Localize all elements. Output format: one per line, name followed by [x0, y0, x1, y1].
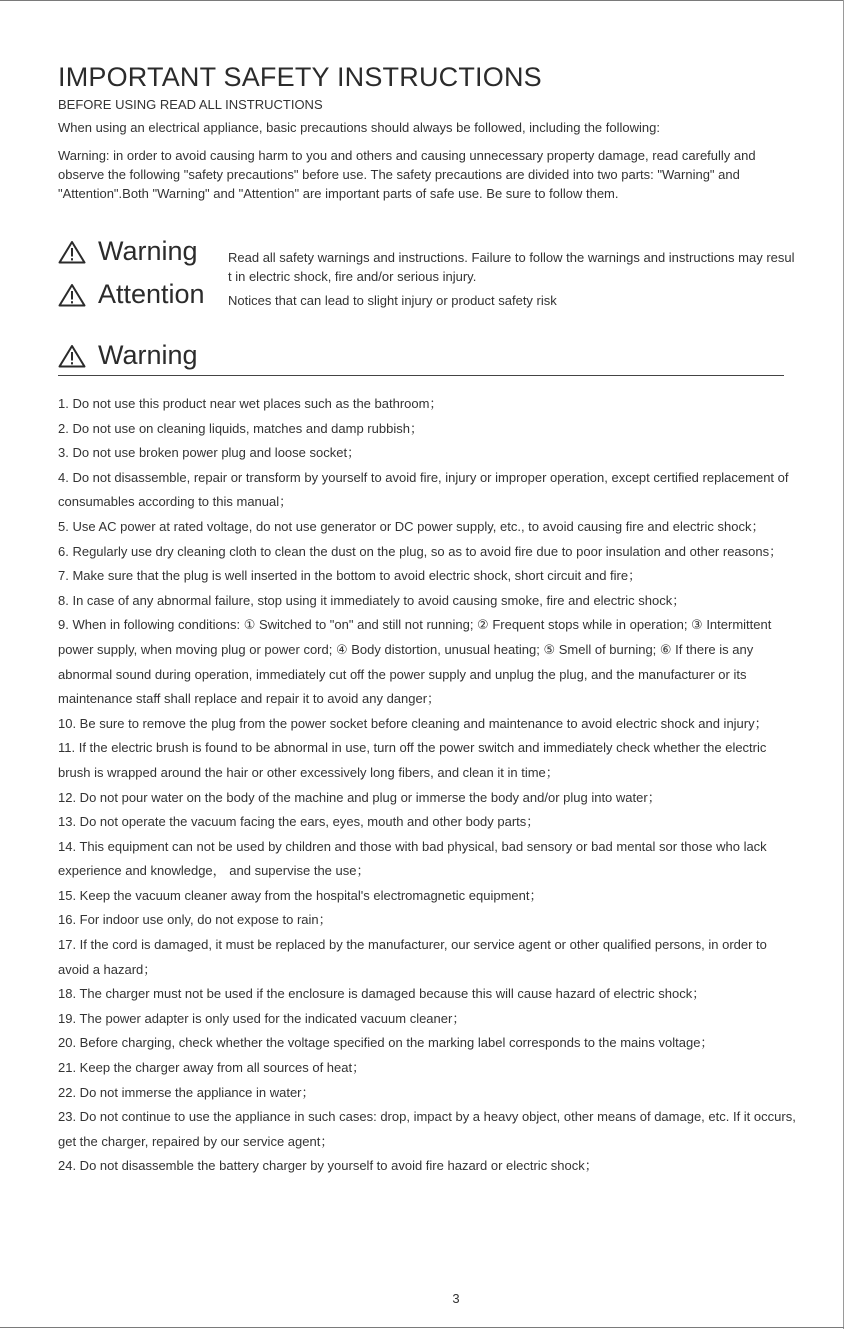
- list-item: 22. Do not immerse the appliance in water；: [58, 1084, 315, 1100]
- list-item: 6. Regularly use dry cleaning cloth to clean the dust on the plug, so as to avoid fire due to poor insulation and other reasons；: [58, 543, 783, 559]
- list-item: 16. For indoor use only, do not expose to rain；: [58, 912, 332, 928]
- list-item: 1. Do not use this product near wet places such as the bathroom；: [58, 396, 443, 411]
- legend-warning-description: Read all safety warnings and instructions. Failure to follow the warnings and instructions may result in electric shock, fire and/or serious injury.: [228, 250, 795, 284]
- list-item: 19. The power adapter is only used for the indicated vacuum cleaner；: [58, 1010, 466, 1026]
- page-border-top: [0, 0, 843, 1]
- page-number: 3: [452, 1291, 460, 1306]
- page-subtitle: BEFORE USING READ ALL INSTRUCTIONS: [58, 97, 323, 112]
- legend-warning: [58, 236, 198, 267]
- list-item: 11. If the electric brush is found to be abnormal in use, turn off the power switch and immediately check whether the electric brush is wrapped around the hair or other excessively long fibers, and clean it in time；: [58, 740, 767, 780]
- legend-warning-term: Warning: [98, 236, 198, 266]
- section-divider: [58, 375, 784, 376]
- legend-attention: [58, 279, 205, 310]
- list-item: 2. Do not use on cleaning liquids, matches and damp rubbish；: [58, 420, 423, 436]
- list-item: 15. Keep the vacuum cleaner away from the hospital's electromagnetic equipment；: [58, 887, 543, 903]
- legend-attention-description: Notices that can lead to slight injury or product safety risk: [228, 293, 557, 308]
- page-border-bottom: [0, 1327, 844, 1328]
- section-heading: Warning: [98, 340, 198, 370]
- list-item: 14. This equipment can not be used by children and those with bad physical, bad sensory or bad mental sor those who lack experience and knowledge， and supervise the use；: [58, 838, 767, 879]
- list-item: 3. Do not use broken power plug and loose socket；: [58, 445, 361, 461]
- list-item: 12. Do not pour water on the body of the machine and plug or immerse the body and/or plug into water；: [58, 789, 661, 805]
- list-item: 8. In case of any abnormal failure, stop using it immediately to avoid causing smoke, fire and electric shock；: [58, 592, 686, 608]
- warning-list: [58, 392, 796, 1179]
- page-title: IMPORTANT SAFETY INSTRUCTIONS: [58, 62, 542, 92]
- list-item: 17. If the cord is damaged, it must be replaced by the manufacturer, our service agent or other qualified persons, in order to avoid a hazard；: [58, 937, 767, 977]
- warning-section-header: [58, 340, 198, 371]
- warning-paragraph: Warning: in order to avoid causing harm to you and others and causing unnecessary property damage, read carefully and observe the following "safety precautions" before use. The safety precautions are divided into two parts: "Warning" and "Attention".Both "Warning" and "Attention" are important parts of safe use. Be sure to follow them.: [58, 148, 756, 201]
- warning-triangle-icon: [58, 240, 86, 264]
- legend-attention-term: Attention: [98, 279, 205, 309]
- list-item: 18. The charger must not be used if the enclosure is damaged because this will cause hazard of electric shock；: [58, 986, 706, 1002]
- list-item: 20. Before charging, check whether the voltage specified on the marking label corresponds to the mains voltage；: [58, 1035, 714, 1051]
- list-item: 4. Do not disassemble, repair or transform by yourself to avoid fire, injury or improper operation, except certified replacement of consumables according to this manual；: [58, 469, 789, 510]
- list-item: 24. Do not disassemble the battery charger by yourself to avoid fire hazard or electric shock；: [58, 1158, 598, 1174]
- list-item: 23. Do not continue to use the appliance in such cases: drop, impact by a heavy object, other means of damage, etc. If it occurs, get the charger, repaired by our service agent；: [58, 1109, 796, 1149]
- list-item: 5. Use AC power at rated voltage, do not use generator or DC power supply, etc., to avoid causing fire and electric shock；: [58, 518, 765, 534]
- list-item: 21. Keep the charger away from all sources of heat；: [58, 1060, 366, 1076]
- warning-triangle-icon: [58, 344, 86, 368]
- list-item: 13. Do not operate the vacuum facing the ears, eyes, mouth and other body parts；: [58, 814, 540, 830]
- list-item: 9. When in following conditions: ① Switched to "on" and still not running; ② Frequent stops while in operation; ③ Intermittent power supply, when moving plug or power cord; ④ Body distortion, unusual heating; ⑤ Smell of burning; ⑥ If there is any abnormal sound during operation, immediately cut off the power supply and unplug the plug, and the manufacturer or its maintenance staff shall replace and repair it to avoid any danger；: [58, 617, 772, 707]
- attention-triangle-icon: [58, 283, 86, 307]
- list-item: 7. Make sure that the plug is well inserted in the bottom to avoid electric shock, short circuit and fire；: [58, 568, 642, 584]
- intro-text: When using an electrical appliance, basic precautions should always be followed, including the following:: [58, 120, 660, 135]
- list-item: 10. Be sure to remove the plug from the power socket before cleaning and maintenance to avoid electric shock and injury；: [58, 715, 768, 731]
